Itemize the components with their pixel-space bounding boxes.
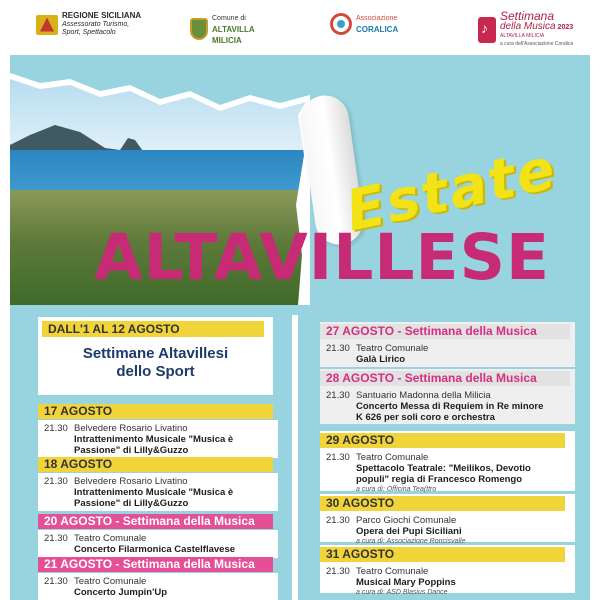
comune-name: ALTAVILLA [212, 25, 255, 34]
event-time: 21.30 [44, 576, 68, 587]
settimana-subtitle: della Musica [500, 21, 556, 32]
sponsor-logos [0, 0, 600, 55]
event-date [320, 371, 570, 386]
sicily-emblem-icon [36, 15, 58, 35]
settimana-title: Settimana [500, 9, 555, 23]
coralica-prefix: Associazione [356, 15, 398, 22]
estate-word: Estate [340, 136, 563, 245]
event-27-agosto [320, 322, 575, 367]
sport-week-title-line1: Settimane Altavillesi [82, 345, 229, 362]
event-tag: - Settimana della Musica [112, 557, 255, 571]
settimana-year: 2023 [557, 24, 574, 31]
column-divider [292, 315, 298, 600]
event-title: Intrattenimento Musicale "Musica è [74, 434, 234, 445]
event-30-agosto [320, 494, 575, 545]
regione-dept-2: Sport, Spettacolo [62, 29, 116, 36]
regione-dept: Assessorato Turismo, [62, 21, 130, 28]
event-date: 17 AGOSTO [38, 404, 273, 419]
coralica-emblem-icon [330, 13, 352, 35]
crest-icon [190, 18, 208, 40]
regione-siciliana-logo [36, 12, 141, 37]
sport-week-title [38, 345, 273, 381]
sport-week-title-line2: dello Sport [116, 363, 195, 380]
event-time: 21.30 [44, 476, 68, 487]
event-venue: Teatro Comunale [356, 566, 429, 577]
sport-week-box [38, 317, 273, 395]
settimana-musica-logo [478, 9, 574, 48]
event-credit: a cura di: ASD Blasius Dance [356, 589, 448, 596]
event-time: 21.30 [326, 515, 350, 526]
settimana-credit: a cura dell'Associazione Coralica [500, 41, 574, 47]
regione-name: REGIONE SICILIANA [62, 11, 142, 20]
event-venue: Belvedere Rosario Livatino [74, 476, 188, 487]
event-date [38, 557, 273, 572]
event-time: 21.30 [44, 423, 68, 434]
event-time: 21.30 [326, 452, 350, 463]
event-title-line2: populi" regia di Francesco Romengo [356, 474, 523, 485]
event-tag: - Settimana della Musica [394, 324, 537, 338]
main-title: ALTAVILLESE [94, 221, 550, 294]
event-title: Spettacolo Teatrale: "Meilikos, Devotio [356, 463, 531, 474]
event-title-line2: Passione" di Lilly&Guzzo [74, 498, 189, 509]
event-date-text: 28 AGOSTO [326, 371, 395, 385]
event-date-text: 27 AGOSTO [326, 324, 395, 338]
event-title: Concerto Filarmonica Castelflavese [74, 544, 236, 555]
sport-week-dates: DALL'1 AL 12 AGOSTO [42, 321, 264, 337]
event-tag: - Settimana della Musica [394, 371, 537, 385]
hero-banner [10, 55, 590, 305]
event-venue: Parco Giochi Comunale [356, 515, 457, 526]
event-venue: Teatro Comunale [356, 452, 429, 463]
event-venue: Santuario Madonna della Milicia [356, 390, 491, 401]
event-credit: a cura di: Associazione Roncisvalle [356, 538, 466, 545]
event-31-agosto [320, 545, 575, 596]
event-title-line2: K 626 per soli coro e orchestra [356, 412, 495, 423]
event-venue: Teatro Comunale [74, 576, 147, 587]
event-date-text: 21 AGOSTO [44, 557, 113, 571]
coralica-name: CORALICA [356, 25, 399, 34]
event-time: 21.30 [326, 343, 350, 354]
event-tag: - Settimana della Musica [112, 514, 255, 528]
event-17-agosto [38, 402, 278, 458]
event-venue: Teatro Comunale [74, 533, 147, 544]
event-date: 18 AGOSTO [38, 457, 273, 472]
event-credit: a cura di: Officina Tea(ttro [356, 486, 437, 493]
comune-name-2: MILICIA [212, 36, 242, 45]
event-date: 30 AGOSTO [320, 496, 565, 511]
event-venue: Teatro Comunale [356, 343, 429, 354]
event-title-line2: Passione" di Lilly&Guzzo [74, 445, 189, 456]
coralica-logo [330, 12, 398, 35]
event-date-text: 20 AGOSTO [44, 514, 113, 528]
event-18-agosto [38, 455, 278, 511]
settimana-place: ALTAVILLA MILICIA [500, 33, 545, 39]
event-date: 29 AGOSTO [320, 433, 565, 448]
event-title: Galà Lirico [356, 354, 406, 365]
event-program [10, 305, 590, 600]
event-date: 31 AGOSTO [320, 547, 565, 562]
event-title: Opera dei Pupi Siciliani [356, 526, 462, 537]
event-28-agosto [320, 369, 575, 424]
event-20-agosto [38, 512, 278, 558]
event-time: 21.30 [326, 566, 350, 577]
music-note-icon [478, 17, 496, 43]
event-time: 21.30 [326, 390, 350, 401]
comune-prefix: Comune di [212, 15, 246, 22]
event-time: 21.30 [44, 533, 68, 544]
event-date [38, 514, 273, 529]
comune-logo [190, 12, 255, 46]
event-title: Concerto Jumpin'Up [74, 587, 168, 598]
event-29-agosto [320, 431, 575, 491]
event-title: Musical Mary Poppins [356, 577, 456, 588]
event-21-agosto [38, 555, 278, 600]
event-venue: Belvedere Rosario Livatino [74, 423, 188, 434]
event-date [320, 324, 570, 339]
event-title: Intrattenimento Musicale "Musica è [74, 487, 234, 498]
event-title: Concerto Messa di Requiem in Re minore [356, 401, 544, 412]
